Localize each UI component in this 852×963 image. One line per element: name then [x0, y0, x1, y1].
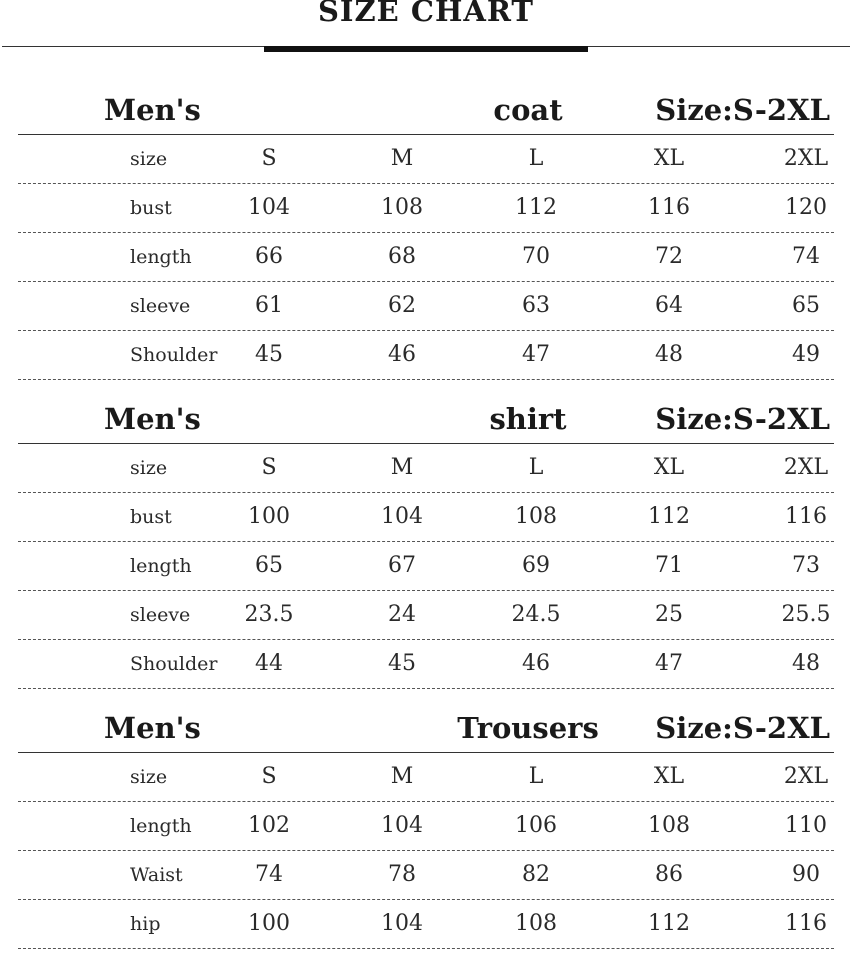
table-cell: 108 — [515, 504, 557, 529]
table-cell: 90 — [792, 862, 820, 887]
table-row — [0, 331, 852, 380]
table-header-row — [0, 444, 852, 493]
table-cell: 65 — [792, 293, 820, 318]
table-cell: 82 — [522, 862, 550, 887]
table-row — [0, 640, 852, 689]
table-row — [0, 900, 852, 949]
row-label: length — [130, 555, 192, 577]
table-cell: 61 — [255, 293, 283, 318]
table-cell: 63 — [522, 293, 550, 318]
header-cell: L — [528, 146, 544, 171]
header-cell: 2XL — [783, 764, 829, 789]
table-cell: 46 — [388, 342, 416, 367]
shirt-size-section — [0, 395, 852, 689]
table-cell: 25 — [655, 602, 683, 627]
table-cell: 116 — [648, 195, 690, 220]
coat-size-section — [0, 86, 852, 380]
table-cell: 74 — [792, 244, 820, 269]
header-cell: size — [130, 766, 168, 788]
table-row — [0, 851, 852, 900]
header-cell: 2XL — [783, 146, 829, 171]
row-label: Shoulder — [130, 653, 218, 675]
table-cell: 116 — [785, 504, 827, 529]
table-cell: 74 — [255, 862, 283, 887]
table-cell: 45 — [255, 342, 283, 367]
table-row — [0, 542, 852, 591]
row-label: sleeve — [130, 604, 191, 626]
table-cell: 102 — [248, 813, 290, 838]
table-header-row — [0, 135, 852, 184]
section-garment-label: shirt — [489, 402, 567, 436]
table-cell: 112 — [648, 911, 690, 936]
table-row — [0, 184, 852, 233]
header-cell: M — [390, 764, 414, 789]
table-cell: 24 — [388, 602, 416, 627]
table-cell: 108 — [515, 911, 557, 936]
table-cell: 86 — [655, 862, 683, 887]
table-cell: 68 — [388, 244, 416, 269]
table-cell: 104 — [381, 813, 423, 838]
table-cell: 112 — [648, 504, 690, 529]
header-cell: size — [130, 457, 168, 479]
table-cell: 110 — [785, 813, 827, 838]
section-size-range: Size:S-2XL — [655, 402, 830, 436]
table-cell: 46 — [522, 651, 550, 676]
table-cell: 104 — [248, 195, 290, 220]
table-cell: 49 — [792, 342, 820, 367]
table-cell: 24.5 — [511, 602, 561, 627]
table-cell: 112 — [515, 195, 557, 220]
section-size-range: Size:S-2XL — [655, 93, 830, 127]
table-cell: 25.5 — [781, 602, 831, 627]
section-size-range: Size:S-2XL — [655, 711, 830, 745]
section-garment-label: coat — [493, 93, 563, 127]
table-cell: 62 — [388, 293, 416, 318]
table-cell: 64 — [655, 293, 683, 318]
section-gender-label: Men's — [104, 93, 201, 127]
header-cell: size — [130, 148, 168, 170]
table-cell: 108 — [648, 813, 690, 838]
table-cell: 100 — [248, 504, 290, 529]
header-cell: S — [261, 455, 277, 480]
table-cell: 73 — [792, 553, 820, 578]
section-header — [0, 395, 852, 443]
table-row — [0, 802, 852, 851]
trousers-size-section — [0, 704, 852, 949]
table-cell: 116 — [785, 911, 827, 936]
header-cell: L — [528, 764, 544, 789]
table-cell: 72 — [655, 244, 683, 269]
header-cell: XL — [653, 146, 685, 171]
table-cell: 120 — [785, 195, 827, 220]
table-header-row — [0, 753, 852, 802]
table-cell: 47 — [522, 342, 550, 367]
table-cell: 65 — [255, 553, 283, 578]
table-cell: 104 — [381, 911, 423, 936]
table-cell: 67 — [388, 553, 416, 578]
table-cell: 100 — [248, 911, 290, 936]
page-title: SIZE CHART — [317, 0, 535, 28]
header-cell: M — [390, 455, 414, 480]
table-row — [0, 282, 852, 331]
title-underline-bar — [264, 46, 588, 52]
table-cell: 47 — [655, 651, 683, 676]
table-cell: 23.5 — [244, 602, 294, 627]
section-garment-label: Trousers — [457, 711, 599, 745]
table-cell: 104 — [381, 504, 423, 529]
table-cell: 71 — [655, 553, 683, 578]
section-gender-label: Men's — [104, 711, 201, 745]
table-row — [0, 233, 852, 282]
header-cell: XL — [653, 764, 685, 789]
row-label: hip — [130, 913, 161, 935]
row-label: bust — [130, 197, 172, 219]
row-label: sleeve — [130, 295, 191, 317]
section-header — [0, 704, 852, 752]
table-cell: 78 — [388, 862, 416, 887]
row-label: length — [130, 246, 192, 268]
table-row — [0, 591, 852, 640]
table-cell: 66 — [255, 244, 283, 269]
table-cell: 44 — [255, 651, 283, 676]
table-cell: 106 — [515, 813, 557, 838]
row-label: Shoulder — [130, 344, 218, 366]
header-cell: 2XL — [783, 455, 829, 480]
header-cell: S — [261, 146, 277, 171]
table-cell: 70 — [522, 244, 550, 269]
section-header — [0, 86, 852, 134]
table-cell: 108 — [381, 195, 423, 220]
row-label: Waist — [130, 864, 183, 886]
row-label: bust — [130, 506, 172, 528]
table-cell: 69 — [522, 553, 550, 578]
table-cell: 48 — [792, 651, 820, 676]
header-cell: XL — [653, 455, 685, 480]
header-cell: L — [528, 455, 544, 480]
section-gender-label: Men's — [104, 402, 201, 436]
table-row — [0, 493, 852, 542]
header-cell: M — [390, 146, 414, 171]
table-cell: 45 — [388, 651, 416, 676]
table-cell: 48 — [655, 342, 683, 367]
header-cell: S — [261, 764, 277, 789]
row-label: length — [130, 815, 192, 837]
